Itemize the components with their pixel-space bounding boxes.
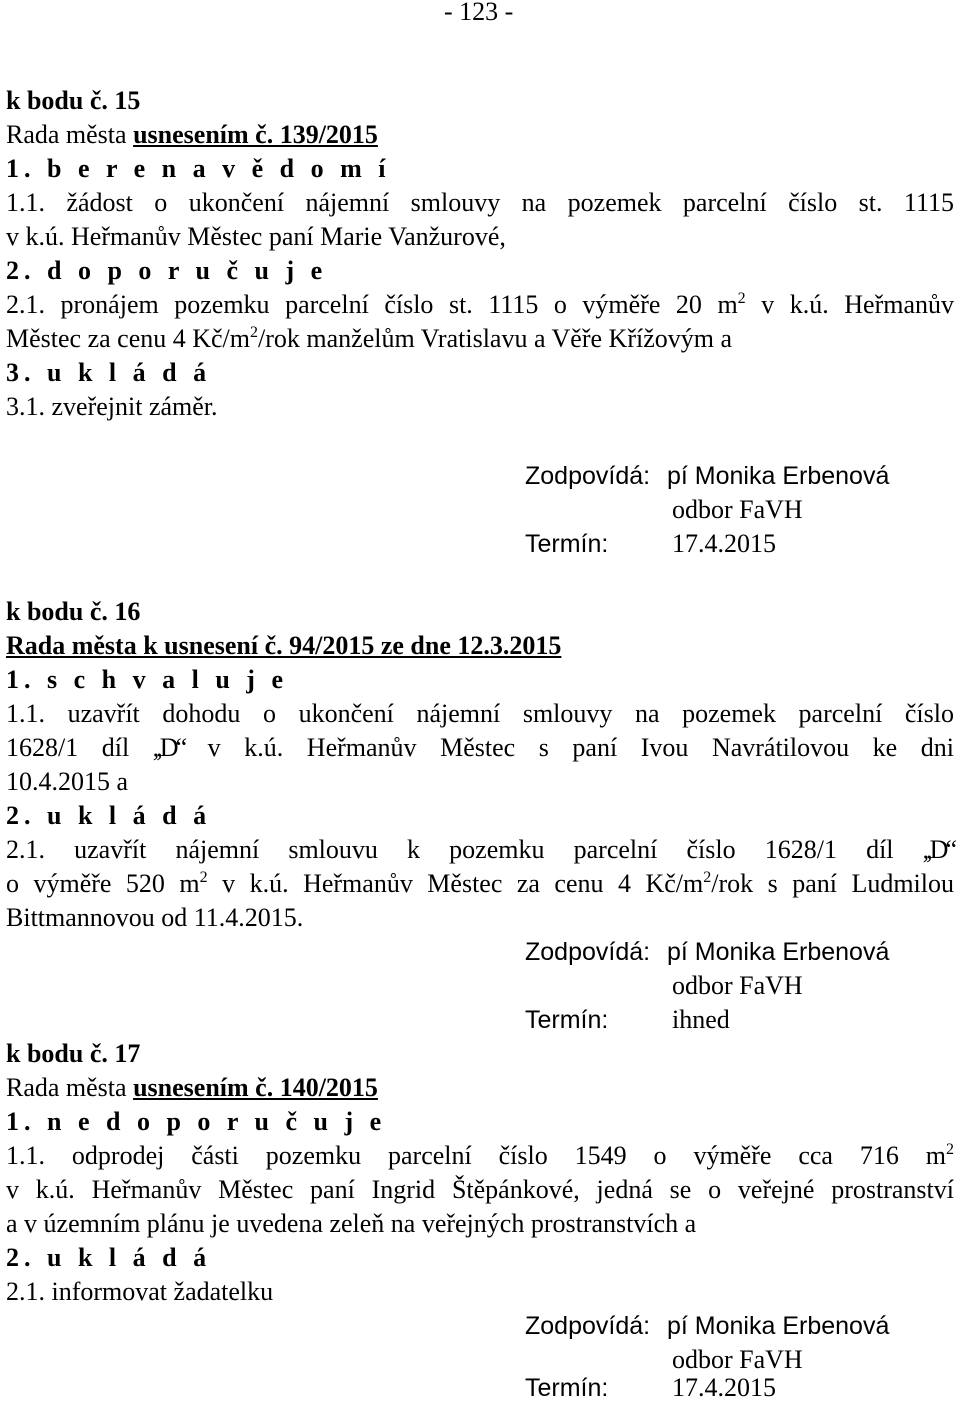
text-part: o výměře 520 m [6,869,200,898]
superscript: 2 [703,869,712,886]
section-16-item1-1b [6,733,954,763]
text-part: v k.ú. Heřmanův Městec s paní Ivou Navrátilovou ke dni [184,733,955,762]
section-16-item2-title: 2. u k l á d á [6,801,212,830]
section-16-item1-1a: 1.1. uzavřít dohodu o ukončení nájemní smlouvy na pozemek parcelní číslo [6,699,954,728]
responsible-label: Zodpovídá: [525,938,651,966]
superscript: 2 [250,324,259,341]
text-part: /rok s paní Ludmilou [711,869,954,898]
text-part: Městec za cenu 4 Kč/m [6,324,251,353]
page-number: - 123 - [444,0,514,26]
text-part: 1628/1 díl [6,733,153,762]
responsible-dept: odbor FaVH [672,1345,803,1374]
section-17-item1-title: 1. n e d o p o r u č u j e [6,1107,387,1136]
text-part: 2.1. pronájem pozemku parcelní číslo st. 1115 o výměře 20 m [6,290,738,319]
section-15-rada [6,120,378,150]
section-15-item1-1b: v k.ú. Heřmanův Městec paní Marie Vanžurové, [6,222,506,251]
section-16-rada: Rada města k usnesení č. 94/2015 ze dne 12.3.2015 [6,631,562,660]
term-label: Termín: [525,1374,609,1402]
section-15-heading: k bodu č. 15 [6,86,141,115]
term-value: 17.4.2015 [672,1373,776,1402]
term-value: 17.4.2015 [672,529,776,558]
section-15-item1-title: 1. b e r e n a v ě d o m í [6,154,391,183]
superscript: 2 [199,869,208,886]
text-part: 2.1. uzavřít nájemní smlouvu k pozemku parcelní číslo 1628/1 díl [6,835,923,864]
text-part: /rok manželům Vratislavu a Věře Křížovým a [258,324,733,353]
rada-prefix: Rada města [6,120,134,149]
section-15-item1-1a: 1.1. žádost o ukončení nájemní smlouvy na pozemek parcelní číslo st. 1115 [6,188,954,217]
section-16-item2-1b [6,869,954,899]
section-15-item2-1a [6,290,954,320]
term-value: ihned [672,1005,730,1034]
section-17-item1-1c: a v územním plánu je uvedena zeleň na veřejných prostranstvích a [6,1209,697,1238]
section-17-item2-title: 2. u k l á d á [6,1243,212,1272]
section-17-rada [6,1073,378,1103]
resolution-ref: usnesením č. 139/2015 [133,120,378,149]
text-part: v k.ú. Heřmanův Městec za cenu 4 Kč/m [207,869,704,898]
superscript: 2 [737,290,746,307]
responsible-name: pí Monika Erbenová [667,938,890,966]
section-16-heading: k bodu č. 16 [6,597,141,626]
responsible-dept: odbor FaVH [672,971,803,1000]
term-label: Termín: [525,530,609,558]
text-part: 1.1. odprodej části pozemku parcelní číslo 1549 o výměře cca 716 m [6,1141,946,1170]
responsible-label: Zodpovídá: [525,462,651,490]
section-16-item1-title: 1. s c h v a l u j e [6,665,288,694]
section-15-item2-title: 2. d o p o r u č u j e [6,256,328,285]
section-16-item1-1c: 10.4.2015 a [6,767,129,796]
rada-prefix: Rada města [6,1073,134,1102]
section-15-item3-title: 3. u k l á d á [6,358,212,387]
section-16-item2-1c: Bittmannovou od 11.4.2015. [6,903,304,932]
text-part: v k.ú. Heřmanův [745,290,954,319]
section-17-item2-1: 2.1. informovat žadatelku [6,1277,274,1306]
section-15-item2-1b [6,324,732,354]
term-label: Termín: [525,1006,609,1034]
section-15-item3-1: 3.1. zveřejnit záměr. [6,392,218,421]
section-17-item1-1b: v k.ú. Heřmanův Městec paní Ingrid Štěpánkové, jedná se o veřejné prostranství [6,1175,954,1204]
section-17-item1-1a [6,1141,954,1171]
section-16-item2-1a [6,835,954,865]
resolution-ref: usnesením č. 140/2015 [133,1073,378,1102]
responsible-dept: odbor FaVH [672,495,803,524]
text-part: ,,D“ [152,733,185,762]
responsible-label: Zodpovídá: [525,1312,651,1340]
section-17-heading: k bodu č. 17 [6,1039,141,1068]
superscript: 2 [946,1141,954,1158]
responsible-name: pí Monika Erbenová [667,462,890,490]
text-part: ,,D“ [922,835,954,864]
responsible-name: pí Monika Erbenová [667,1312,890,1340]
